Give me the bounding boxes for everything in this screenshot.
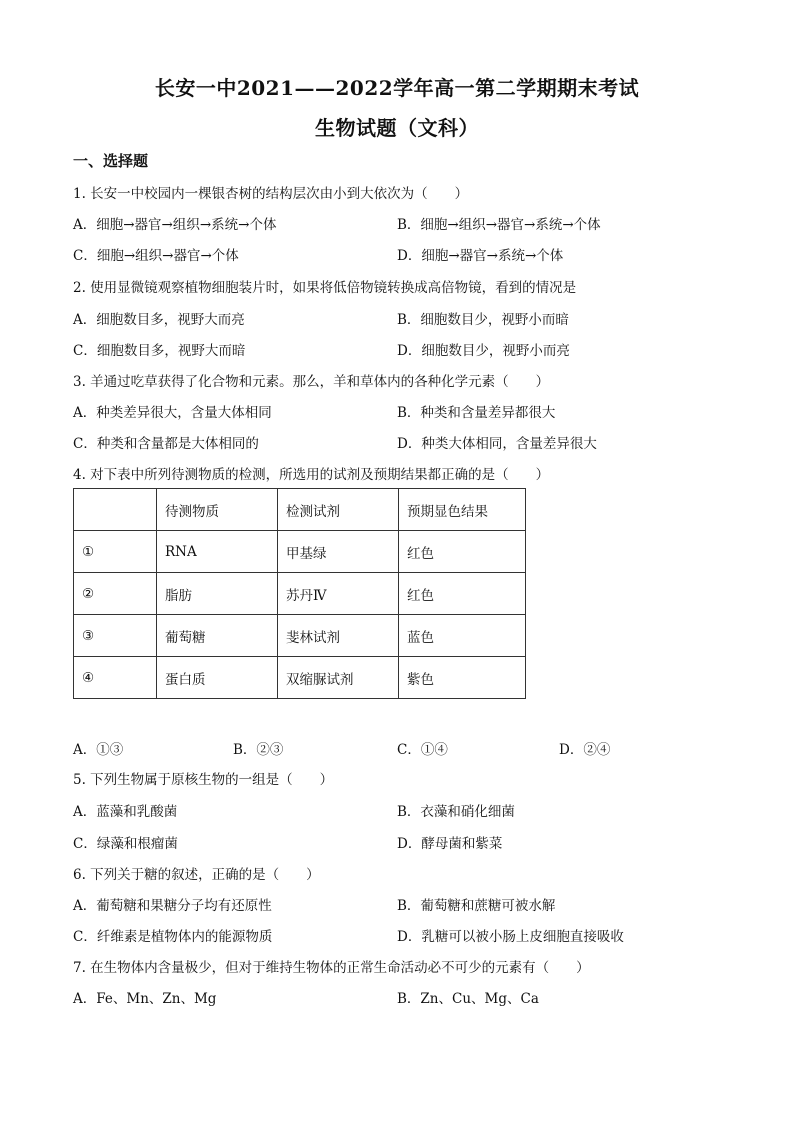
question-5-option-a: A．蓝藻和乳酸菌 [73,804,178,820]
question-7-stem: 7. 在生物体内含量极少，但对于维持生物体的正常生命活动必不可少的元素有（ ） [73,960,590,976]
table-cell: RNA [157,531,278,573]
table-header-cell: 待测物质 [157,489,278,531]
question-4-option-d: D．②④ [559,742,611,758]
question-3-option-c: C．种类和含量都是大体相同的 [73,436,259,452]
table-row [74,657,526,699]
table-cell: 脂肪 [157,573,278,615]
table-cell: 紫色 [399,657,526,699]
table-cell: 双缩脲试剂 [278,657,399,699]
table-header-cell [74,489,157,531]
table-cell: 斐林试剂 [278,615,399,657]
question-2-option-a: A．细胞数目多，视野大而亮 [73,312,245,328]
table-header-row [74,489,526,531]
question-2-option-b: B．细胞数目少，视野小而暗 [397,312,569,328]
table-header-cell: 预期显色结果 [399,489,526,531]
question-5-option-b: B．衣藻和硝化细菌 [397,804,515,820]
question-5-option-c: C．绿藻和根瘤菌 [73,836,178,852]
table-cell: 红色 [399,531,526,573]
table-cell: 蛋白质 [157,657,278,699]
question-1-option-d: D．细胞→器官→系统→个体 [397,248,564,264]
table-cell: ③ [74,615,157,657]
question-5-stem: 5. 下列生物属于原核生物的一组是（ ） [73,772,334,788]
question-1-option-b: B．细胞→组织→器官→系统→个体 [397,217,601,233]
question-2-option-c: C．细胞数目多，视野大而暗 [73,343,246,359]
table-cell: 苏丹Ⅳ [278,573,399,615]
table-row [74,615,526,657]
table-cell: 蓝色 [399,615,526,657]
question-4-option-b: B．②③ [233,742,284,758]
question-6-stem: 6. 下列关于糖的叙述，正确的是（ ） [73,867,320,883]
question-2-stem: 2. 使用显微镜观察植物细胞装片时，如果将低倍物镜转换成高倍物镜，看到的情况是 [73,280,577,296]
question-2-option-d: D．细胞数目少，视野小而亮 [397,343,570,359]
question-6-option-c: C．纤维素是植物体内的能源物质 [73,929,273,945]
question-4-stem: 4. 对下表中所列待测物质的检测，所选用的试剂及预期结果都正确的是（ ） [73,467,550,483]
question-1-stem: 1. 长安一中校园内一棵银杏树的结构层次由小到大依次为（ ） [73,186,469,202]
table-cell: ④ [74,657,157,699]
question-4-option-a: A．①③ [73,742,124,758]
question-7-option-a: A．Fe、Mn、Zn、Mg [73,991,217,1007]
table-cell: 甲基绿 [278,531,399,573]
section-heading: 一、选择题 [73,152,149,170]
table-row [74,531,526,573]
question-7-option-b: B．Zn、Cu、Mg、Ca [397,991,539,1007]
table-cell: 葡萄糖 [157,615,278,657]
question-3-option-d: D．种类大体相同，含量差异很大 [397,436,597,452]
question-5-option-d: D．酵母菌和紫菜 [397,836,503,852]
reagent-table [73,488,526,699]
table-header-cell: 检测试剂 [278,489,399,531]
question-6-option-a: A．葡萄糖和果糖分子均有还原性 [73,898,272,914]
question-1-option-a: A．细胞→器官→组织→系统→个体 [73,217,277,233]
question-6-option-b: B．葡萄糖和蔗糖可被水解 [397,898,556,914]
exam-title: 长安一中2021——2022学年高一第二学期期末考试 [154,76,640,100]
question-3-option-a: A．种类差异很大，含量大体相同 [73,405,272,421]
question-1-option-c: C．细胞→组织→器官→个体 [73,248,239,264]
question-3-option-b: B．种类和含量差异都很大 [397,405,556,421]
question-4-option-c: C．①④ [397,742,448,758]
table-row [74,573,526,615]
table-cell: 红色 [399,573,526,615]
exam-subtitle: 生物试题（文科） [315,116,479,140]
table-cell: ① [74,531,157,573]
question-3-stem: 3. 羊通过吃草获得了化合物和元素。那么，羊和草体内的各种化学元素（ ） [73,374,550,390]
question-6-option-d: D．乳糖可以被小肠上皮细胞直接吸收 [397,929,624,945]
table-cell: ② [74,573,157,615]
